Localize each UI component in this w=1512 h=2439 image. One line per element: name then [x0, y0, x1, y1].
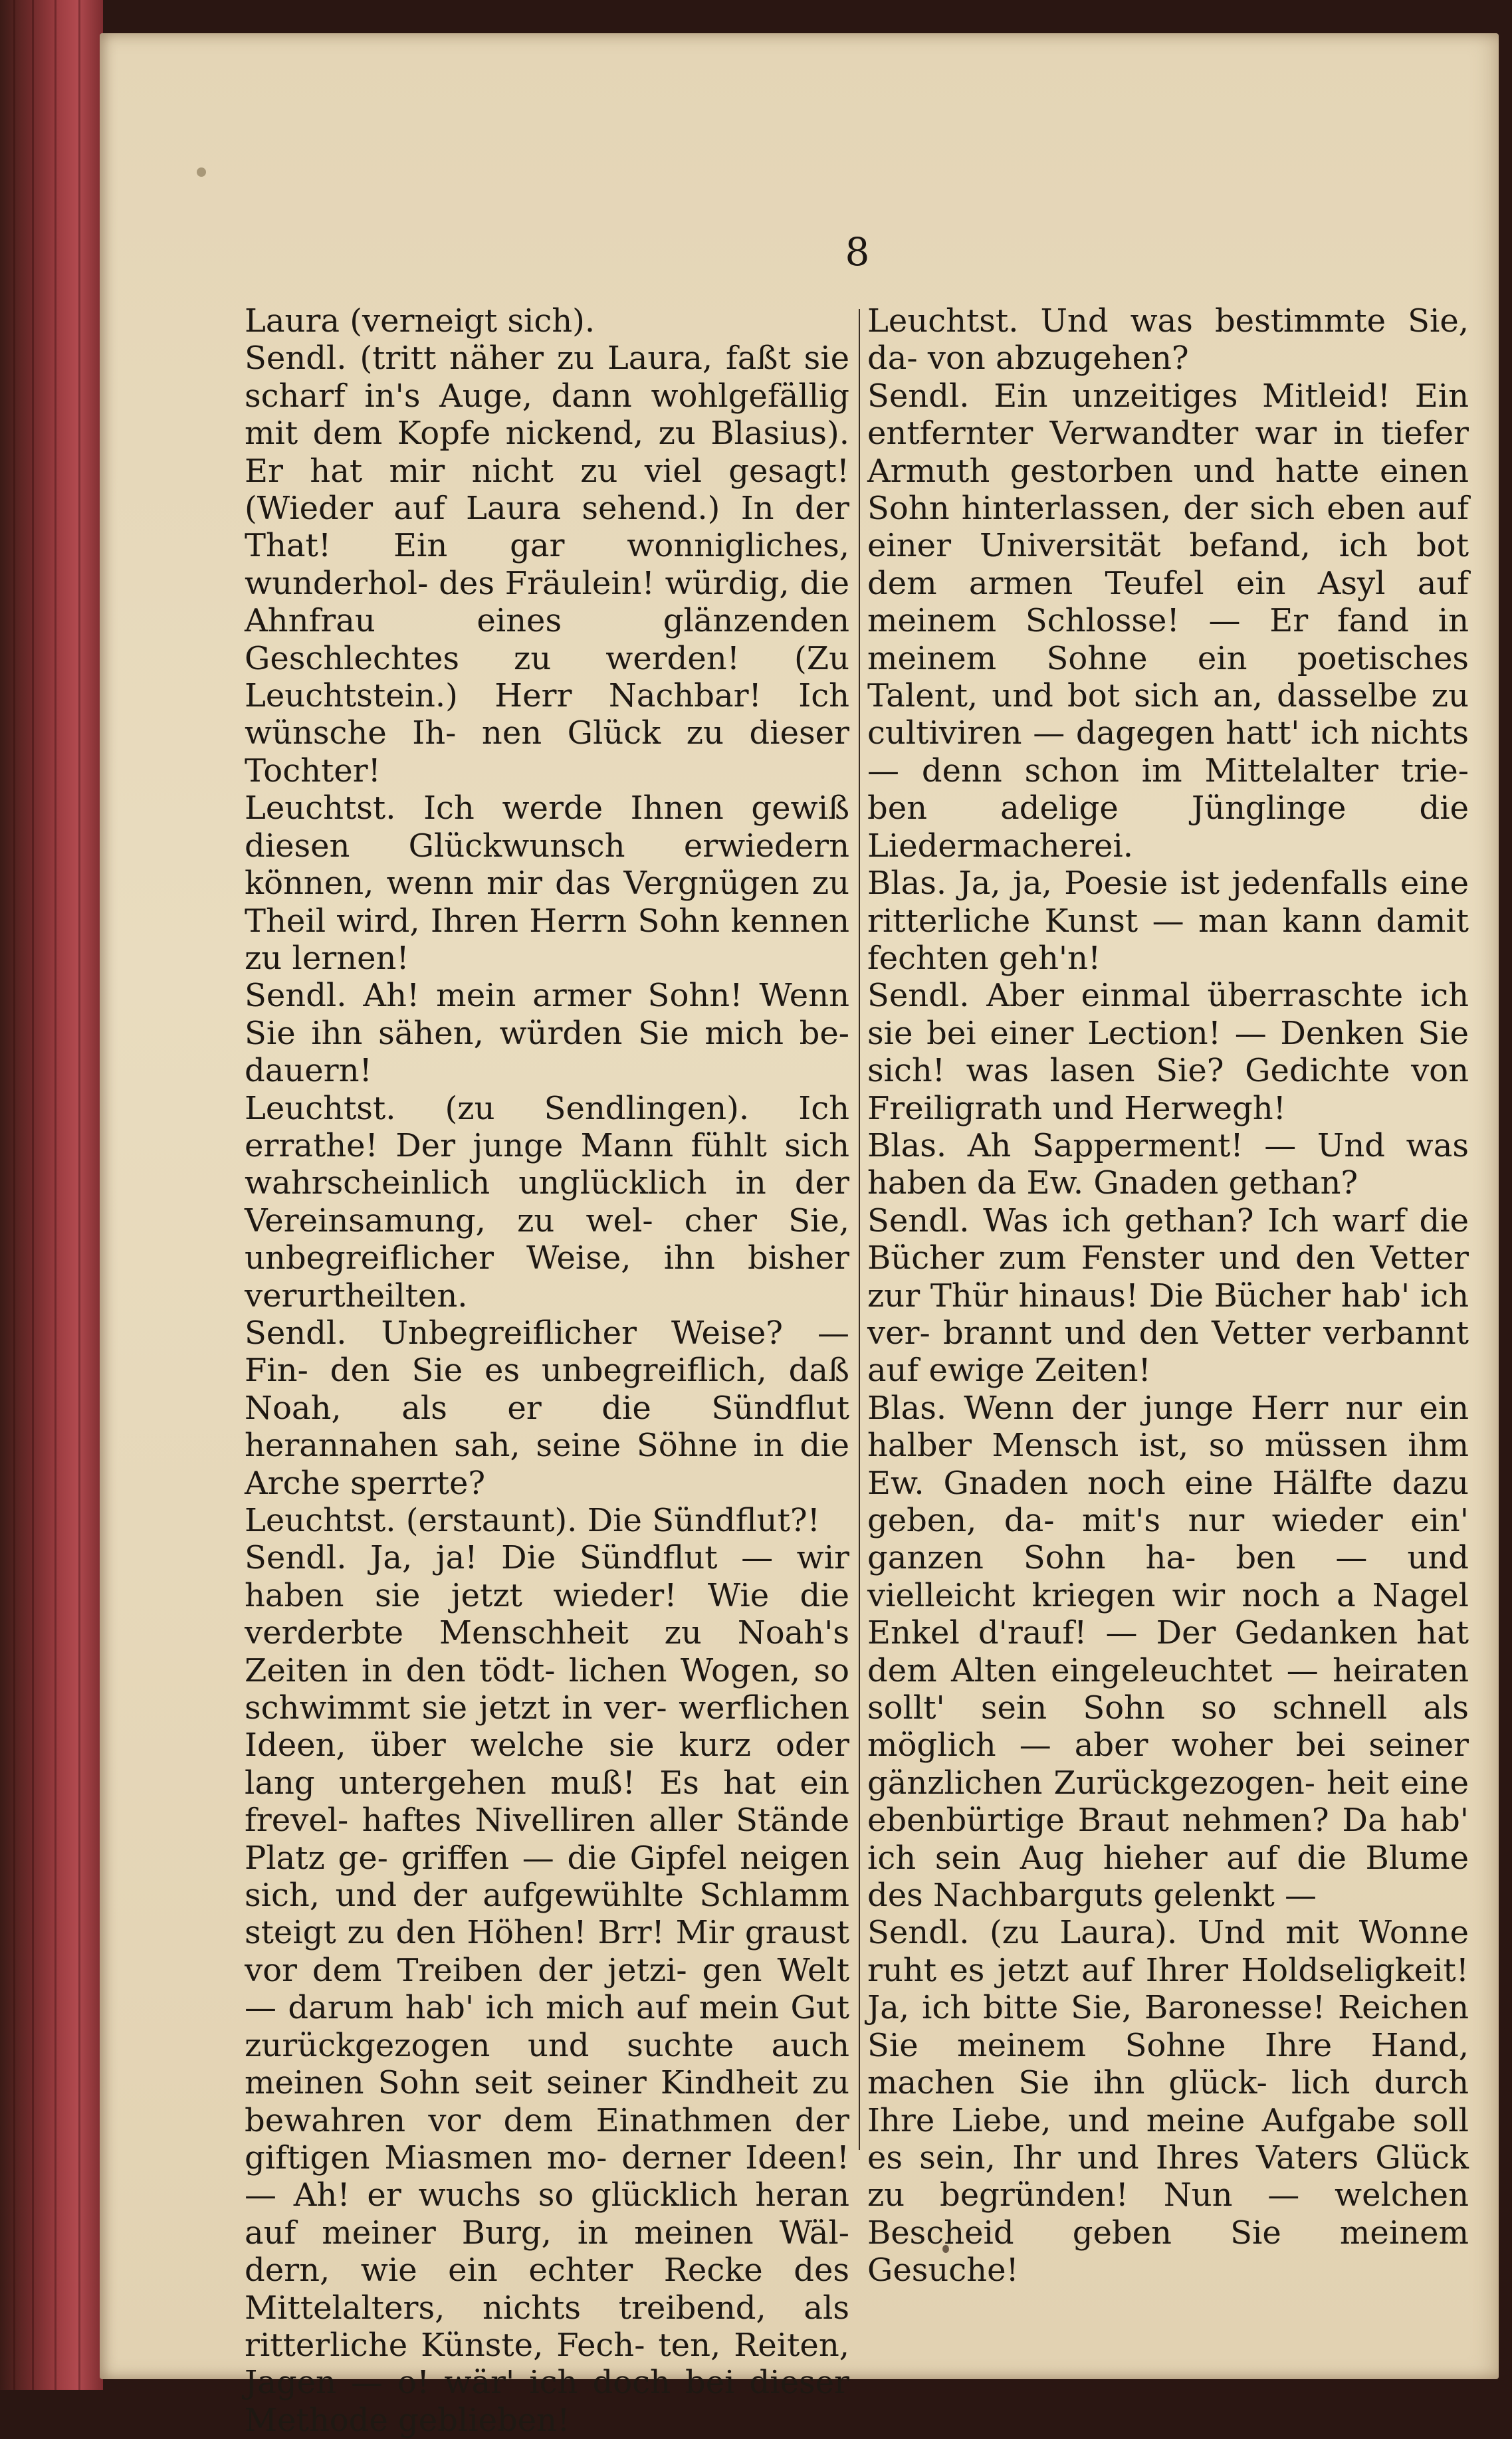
left-column — [245, 302, 849, 2439]
column-divider — [859, 309, 860, 2150]
book-edge — [0, 0, 103, 2390]
paper-spot — [197, 167, 206, 177]
right-column-text: Leuchtst. Und was bestimmte Sie, da- von abzugehen? Sendl. Ein unzeitiges Mitleid! Ein entfernter Verwandter war in tiefer Armuth gestorben und hatte einen Sohn hinterlassen, der sich eben auf einer Universität befand, ich bot dem armen Teufel ein Asyl auf meinem Schlosse! — Er fand in meinem Sohne ein poetisches Talent, und bot sich an, dasselbe zu cultiviren — dagegen hatt' ich nichts — denn schon im Mittelalter trie- ben adelige Jünglinge die Liedermacherei. Blas. Ja, ja, Poesie ist jedenfalls eine ritterliche Kunst — man kann damit fechten geh'n! Sendl. Aber einmal überraschte ich sie bei einer Lection! — Denken Sie sich! was lasen Sie? Gedichte von Freiligrath und Herwegh! Blas. Ah Sapperment! — Und was haben da Ew. Gnaden gethan? Sendl. Was ich gethan? Ich warf die Bücher zum Fenster und den Vetter zur Thür hinaus! Die Bücher hab' ich ver- brannt und den Vetter verbannt auf ewige Zeiten! Blas. Wenn der junge Herr nur ein halber Mensch ist, so müssen ihm Ew. Gnaden noch eine Hälfte dazu geben, da- mit's nur wieder ein' ganzen Sohn ha- ben — und vielleicht kriegen wir noch a Nagel Enkel d'rauf! — Der Gedanken hat dem Alten eingeleuchtet — heiraten sollt' sein Sohn so schnell als möglich — aber woher bei seiner gänzlichen Zurückgezogen- heit eine ebenbürtige Braut nehmen? Da hab' ich sein Aug hieher auf die Blume des Nachbarguts gelenkt — Sendl. (zu Laura). Und mit Wonne ruht es jetzt auf Ihrer Holdseligkeit! Ja, ich bitte Sie, Baronesse! Reichen Sie meinem Sohne Ihre Hand, machen Sie ihn glück- lich durch Ihre Liebe, und meine Aufgabe soll es sein, Ihr und Ihres Vaters Glück zu begründen! Nun — welchen Bescheid geben Sie meinem Gesuche! — [867, 302, 1469, 2289]
left-column-text: Laura (verneigt sich). Sendl. (tritt näher zu Laura, faßt sie scharf in's Auge, dann wohlgefällig mit dem Kopfe nickend, zu Blasius). Er hat mir nicht zu viel gesagt! (Wieder auf Laura sehend.) In der That! Ein gar wonnigliches, wunderhol- des Fräulein! würdig, die Ahnfrau eines glänzenden Geschlechtes zu werden! (Zu Leuchtstein.) Herr Nachbar! Ich wünsche Ih- nen Glück zu dieser Tochter! Leuchtst. Ich werde Ihnen gewiß diesen Glückwunsch erwiedern können, wenn mir das Vergnügen zu Theil wird, Ihren Herrn Sohn kennen zu lernen! Sendl. Ah! mein armer Sohn! Wenn Sie ihn sähen, würden Sie mich be- dauern! Leuchtst. (zu Sendlingen). Ich errathe! Der junge Mann fühlt sich wahrscheinlich unglücklich in der Vereinsamung, zu wel- cher Sie, unbegreiflicher Weise, ihn bisher verurtheilten. Sendl. Unbegreiflicher Weise? — Fin- den Sie es unbegreiflich, daß Noah, als er die Sündflut herannahen sah, seine Söhne in die Arche sperrte? Leuchtst. (erstaunt). Die Sündflut?! Sendl. Ja, ja! Die Sündflut — wir haben sie jetzt wieder! Wie die verderbte Menschheit zu Noah's Zeiten in den tödt- lichen Wogen, so schwimmt sie jetzt in ver- werflichen Ideen, über welche sie kurz oder lang untergehen muß! Es hat ein frevel- haftes Nivelliren aller Stände Platz ge- griffen — die Gipfel neigen sich, und der aufgewühlte Schlamm steigt zu den Höhen! Brr! Mir graust vor dem Treiben der jetzi- gen Welt — darum hab' ich mich auf mein Gut zurückgezogen und suchte auch meinen Sohn seit seiner Kindheit zu bewahren vor dem Einathmen der giftigen Miasmen mo- derner Ideen! — Ah! er wuchs so glücklich heran auf meiner Burg, in meinen Wäl- dern, wie ein echter Recke des Mittelalters, nichts treibend, als ritterliche Künste, Fech- ten, Reiten, Jagen — o! wär' ich doch bei dieser Methode geblieben! — [245, 302, 849, 2439]
page-number: 8 — [845, 229, 870, 274]
right-column — [867, 302, 1469, 2289]
